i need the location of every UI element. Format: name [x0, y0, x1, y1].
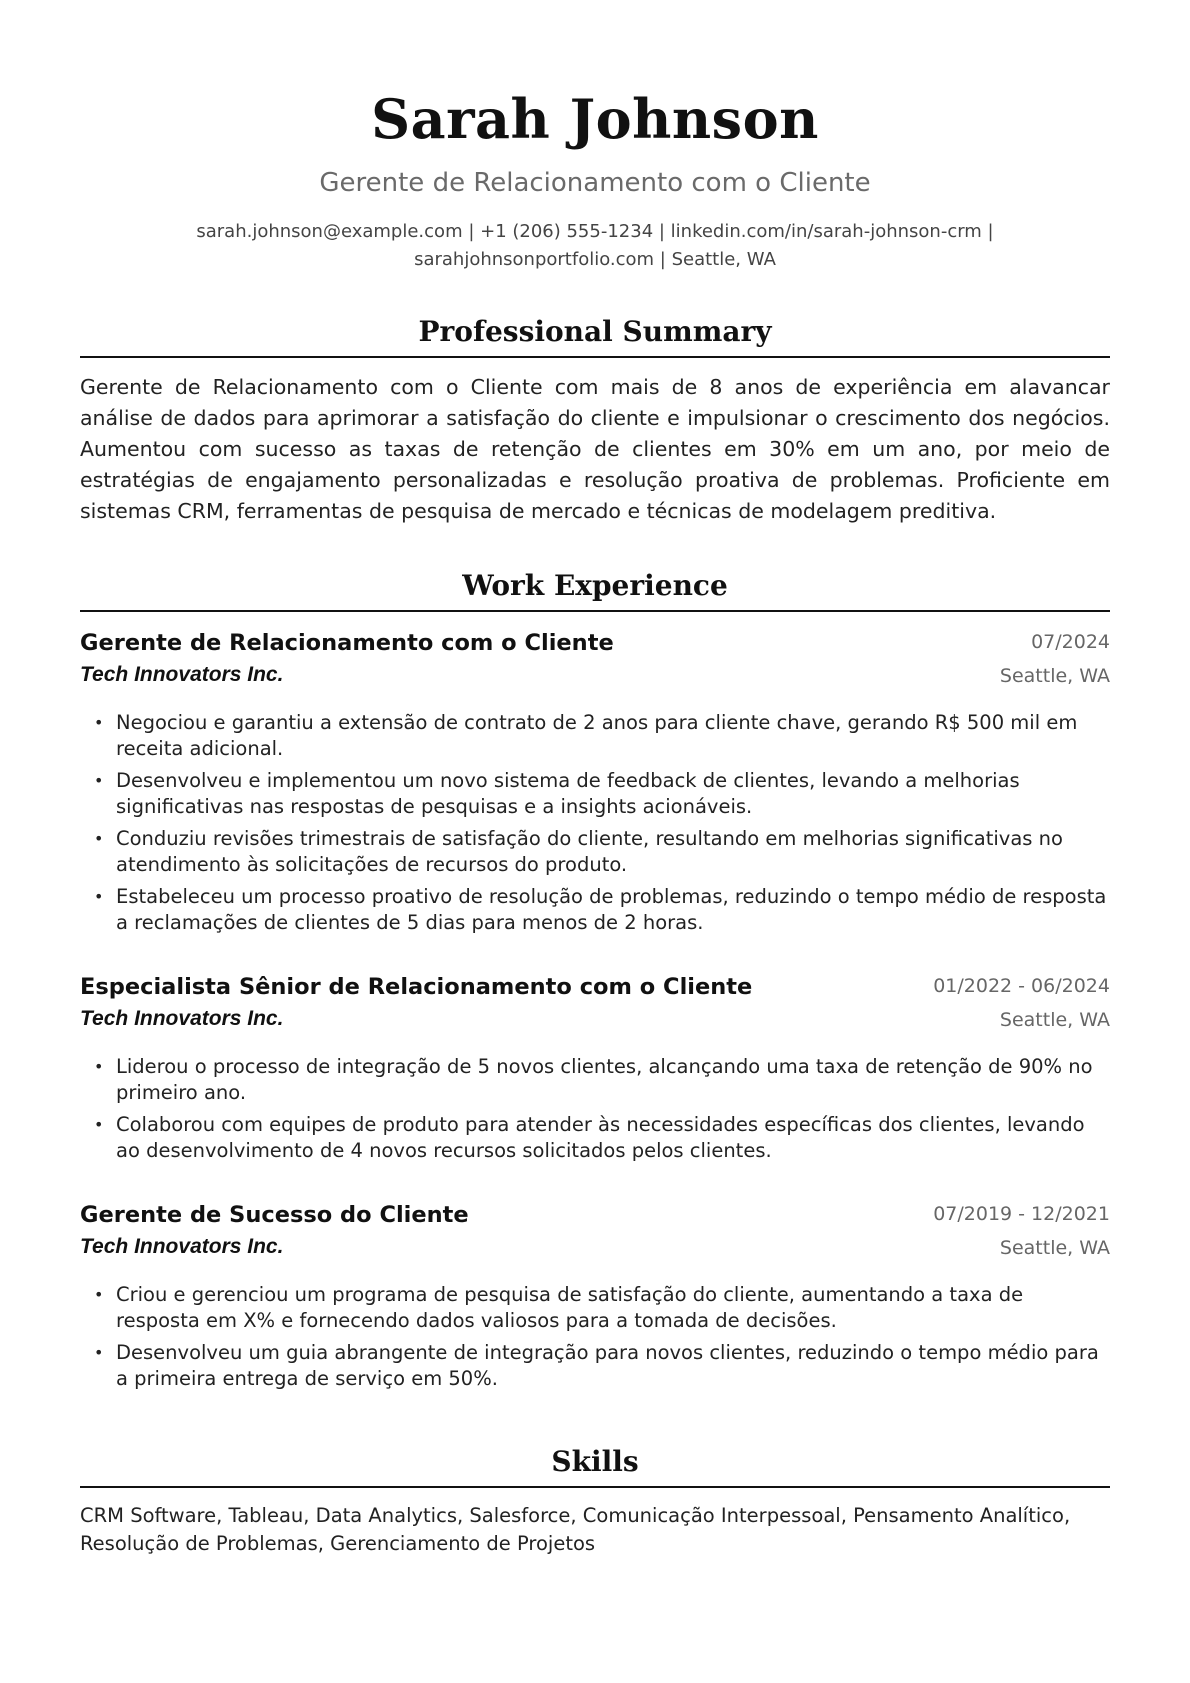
job-bullet: • Colaborou com equipes de produto para atender às necessidades específicas dos clientes, levando ao desenvolvimento de 4 novos recursos solicitados pelos clientes.: [116, 1112, 1110, 1164]
job-title: Gerente de Sucesso do Cliente: [80, 1202, 469, 1228]
job-bullets: [80, 1282, 1110, 1392]
job-location: Seattle, WA: [999, 1237, 1110, 1259]
job-company: Tech Innovators Inc.: [80, 1235, 284, 1258]
job-header: [80, 1200, 1110, 1264]
job-bullet: • Conduziu revisões trimestrais de satisfação do cliente, resultando em melhorias significativas no atendimento às solicitações de recursos do produto.: [116, 826, 1110, 878]
section-divider: [80, 610, 1110, 612]
job-bullet: • Desenvolveu um guia abrangente de integração para novos clientes, reduzindo o tempo médio para a primeira entrega de serviço em 50%.: [116, 1340, 1110, 1392]
job-location: Seattle, WA: [999, 1009, 1110, 1031]
job-bullet: • Liderou o processo de integração de 5 novos clientes, alcançando uma taxa de retenção de 90% no primeiro ano.: [116, 1054, 1110, 1106]
skills-text: CRM Software, Tableau, Data Analytics, Salesforce, Comunicação Interpessoal, Pensamento Analítico, Resolução de Problemas, Gerenciamento de Projetos: [80, 1504, 1071, 1555]
job-bullets: [80, 710, 1110, 936]
job-location: Seattle, WA: [999, 665, 1110, 687]
section-title-experience: Work Experience: [462, 569, 728, 602]
job-bullet: • Desenvolveu e implementou um novo sistema de feedback de clientes, levando a melhorias significativas nas respostas de pesquisas e a insights acionáveis.: [116, 768, 1110, 820]
job-header: [80, 628, 1110, 692]
job-entry: [80, 628, 1110, 942]
job-entry: [80, 972, 1110, 1170]
candidate-headline: Gerente de Relacionamento com o Cliente: [319, 168, 871, 198]
section-divider: [80, 1486, 1110, 1488]
contact-info: [80, 218, 1110, 274]
job-company: Tech Innovators Inc.: [80, 1007, 284, 1030]
job-title: Especialista Sênior de Relacionamento com o Cliente: [80, 974, 753, 1000]
job-date: 07/2019 - 12/2021: [933, 1203, 1110, 1225]
job-header: [80, 972, 1110, 1036]
job-bullet: • Criou e gerenciou um programa de pesquisa de satisfação do cliente, aumentando a taxa de resposta em X% e fornecendo dados valiosos para a tomada de decisões.: [116, 1282, 1110, 1334]
job-bullet: • Negociou e garantiu a extensão de contrato de 2 anos para cliente chave, gerando R$ 500 mil em receita adicional.: [116, 710, 1110, 762]
job-bullet: • Estabeleceu um processo proativo de resolução de problemas, reduzindo o tempo médio de resposta a reclamações de clientes de 5 dias para menos de 2 horas.: [116, 884, 1110, 936]
job-title: Gerente de Relacionamento com o Cliente: [80, 630, 614, 656]
job-bullets: [80, 1054, 1110, 1164]
job-date: 01/2022 - 06/2024: [933, 975, 1110, 997]
job-date: 07/2024: [1031, 631, 1110, 653]
job-entry: [80, 1200, 1110, 1398]
section-title-skills: Skills: [551, 1445, 639, 1478]
summary-text: Gerente de Relacionamento com o Cliente com mais de 8 anos de experiência em alavancar análise de dados para aprimorar a satisfação do cliente e impulsionar o crescimento dos negócios. Aumentou com sucesso as taxas de retenção de clientes em 30% em um ano, por meio de estratégias de engajamento personalizadas e resolução proativa de problemas. Proficiente em sistemas CRM, ferramentas de pesquisa de mercado e técnicas de modelagem preditiva.: [80, 375, 1110, 523]
section-title-summary: Professional Summary: [418, 315, 772, 348]
candidate-name: Sarah Johnson: [371, 87, 819, 151]
job-company: Tech Innovators Inc.: [80, 663, 284, 686]
contact-line-2: sarahjohnsonportfolio.com | Seattle, WA: [414, 249, 776, 270]
contact-line-1: sarah.johnson@example.com | +1 (206) 555-1234 | linkedin.com/in/sarah-johnson-crm |: [196, 221, 994, 242]
section-divider: [80, 356, 1110, 358]
